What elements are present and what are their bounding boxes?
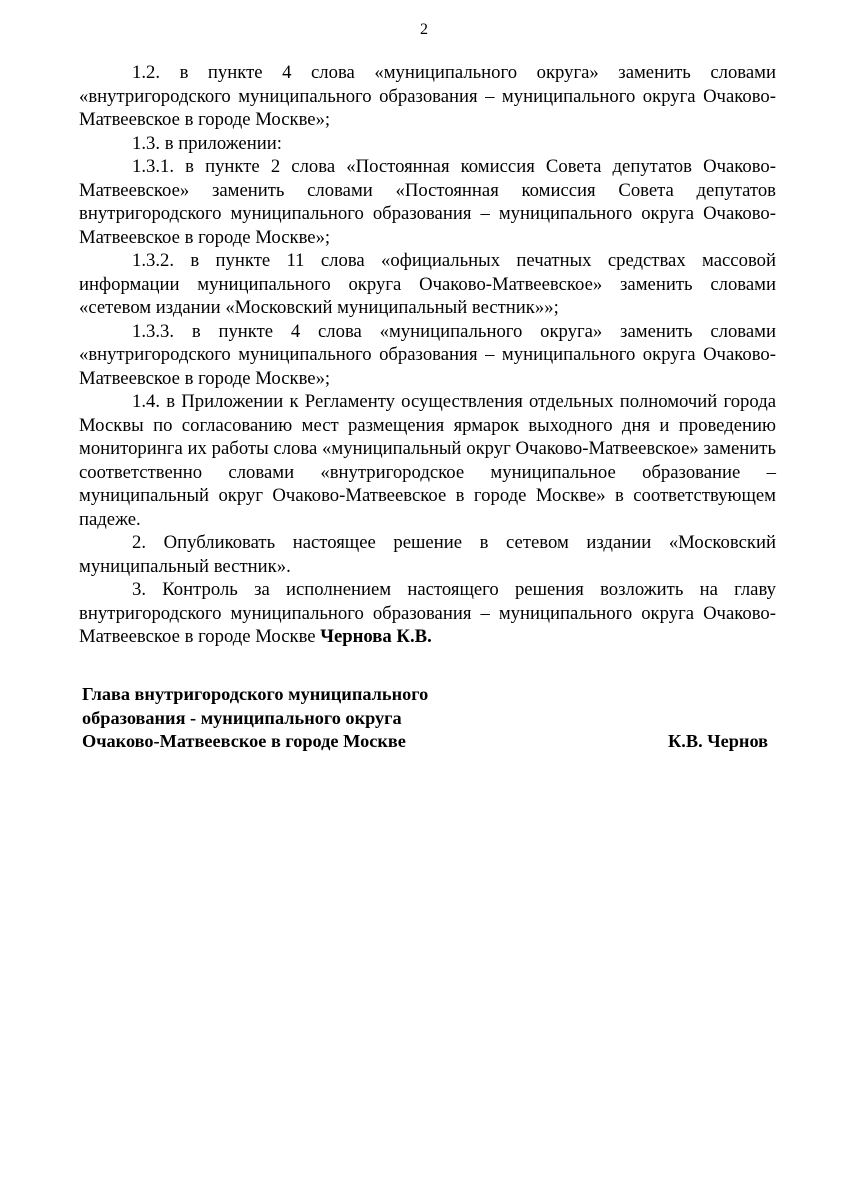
signature-title-line-2: образования - муниципального округа (82, 707, 402, 728)
signatory-name: К.В. Чернов (668, 731, 768, 751)
paragraph-3 (79, 578, 776, 649)
paragraph-2: 2. Опубликовать настоящее решение в сетевом издании «Московский муниципальный вестник». (79, 532, 776, 577)
control-person: Чернова К.В. (320, 626, 432, 647)
signature-title-line-3-text: Очаково-Матвеевское в городе Москве (82, 731, 406, 751)
paragraph-3-text: 3. Контроль за исполнением настоящего решения возложить на главу внутригородского муниципального образования – муниципального округа Очаково-Матвеевское в городе Москве (79, 579, 776, 647)
paragraph-1-3: 1.3. в приложении: (132, 132, 282, 154)
paragraph-1-4: 1.4. в Приложении к Регламенту осуществления отдельных полномочий города Москвы по согласованию мест размещения ярмарок выходного дня и проведению мониторинга их работы слова «муниципальный округ Очаково-Матвеевское» заменить соответственно словами «внутригородское муниципальное образование – муниципальный округ Очаково-Матвеевское в городе Москве» в соответствующем падеже. (79, 391, 776, 530)
signature-title-line-1: Глава внутригородского муниципального (82, 684, 429, 704)
page-number: 2 (420, 21, 428, 38)
signature-block (82, 683, 768, 754)
paragraph-1-3-1: 1.3.1. в пункте 2 слова «Постоянная комиссия Совета депутатов Очаково-Матвеевское» заменить словами «Постоянная комиссия Совета депутатов внутригородского муниципального образования – муниципального округа Очаково-Матвеевское в городе Москве»; (79, 156, 776, 248)
paragraph-1-3-3: 1.3.3. в пункте 4 слова «муниципального округа» заменить словами «внутригородского муниципального образования – муниципального округа Очаково-Матвеевское в городе Москве»; (79, 320, 776, 389)
paragraph-1-2: 1.2. в пункте 4 слова «муниципального округа» заменить словами «внутригородского муниципального образования – муниципального округа Очаково-Матвеевское в городе Москве»; (79, 62, 776, 130)
paragraph-1-3-2: 1.3.2. в пункте 11 слова «официальных печатных средствах массовой информации муниципального округа Очаково-Матвеевское» заменить словами «сетевом издании «Московский муниципальный вестник»»; (79, 250, 776, 318)
document-body (79, 61, 776, 649)
signature-title-line-3 (82, 730, 768, 754)
